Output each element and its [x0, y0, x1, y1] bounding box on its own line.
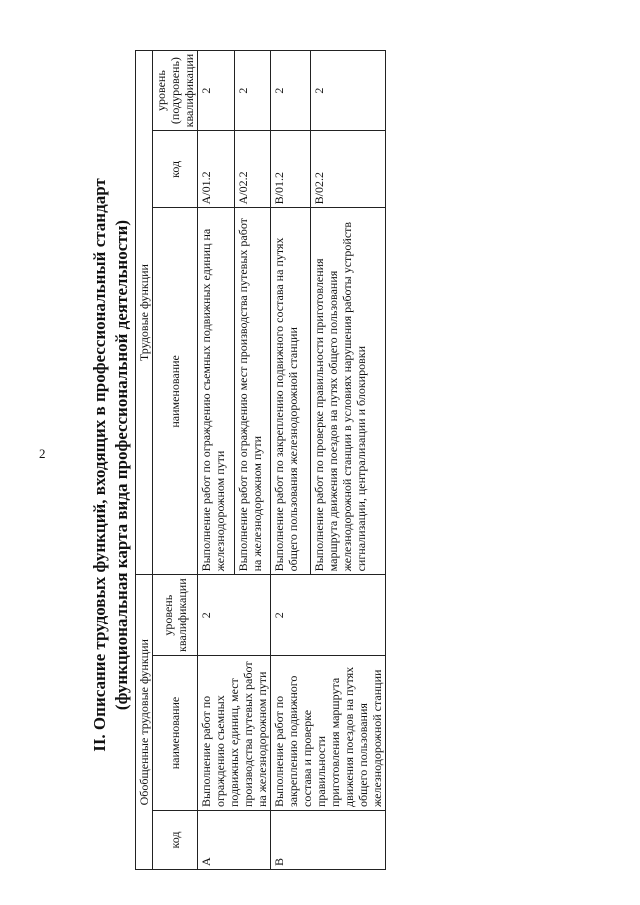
generalized-functions-header: Обобщенные трудовые функции	[136, 575, 153, 870]
function-name: Выполнение работ по ограждению съемных подвижных единиц на железнодорожном пути	[198, 208, 235, 575]
group-name: Выполнение работ по закреплению подвижного состава и проверке правильности приготовления маршрута движения поездов на путях общего пользования железнодорожной станции	[271, 656, 386, 811]
group-code: A	[198, 811, 271, 870]
tf-level-header: уровень (подуровень) квалификации	[153, 50, 198, 131]
level-header: уровень квалификации	[153, 575, 198, 656]
group-level: 2	[271, 575, 386, 656]
tf-code-header: код	[153, 131, 198, 208]
function-code: A/02.2	[234, 131, 271, 208]
group-code: B	[271, 811, 386, 870]
function-level: 2	[198, 50, 235, 131]
functional-map-table	[135, 50, 386, 870]
function-name: Выполнение работ по ограждению мест производства путевых работ на железнодорожном пути	[234, 208, 271, 575]
table-row	[198, 50, 235, 869]
table-row	[271, 50, 311, 869]
page-number: 2	[39, 446, 46, 461]
rotated-page-content	[90, 45, 610, 885]
function-code: B/02.2	[310, 131, 385, 208]
function-level: 2	[310, 50, 385, 131]
group-level: 2	[198, 575, 271, 656]
header-row-1	[136, 50, 153, 869]
function-code: B/01.2	[271, 131, 311, 208]
function-name: Выполнение работ по закреплению подвижного состава на путях общего пользования железнодорожной станции	[271, 208, 311, 575]
function-level: 2	[234, 50, 271, 131]
function-level: 2	[271, 50, 311, 131]
tf-name-header: наименование	[153, 208, 198, 575]
function-name: Выполнение работ по проверке правильности приготовления маршрута движения поездов на путях общего пользования железнодорожной станции в условиях нарушения работы устройств сигнализации, централизации и блокировки	[310, 208, 385, 575]
header-row-2	[153, 50, 198, 869]
code-header: код	[153, 811, 198, 870]
labor-functions-header: Трудовые функции	[136, 50, 153, 575]
function-code: A/01.2	[198, 131, 235, 208]
section-title: II. Описание трудовых функций, входящих в профессиональный стандарт	[90, 178, 109, 752]
section-subtitle: (функциональная карта вида профессиональной деятельности)	[112, 219, 131, 711]
name-header: наименование	[153, 656, 198, 811]
group-name: Выполнение работ по ограждению съемных подвижных единиц, мест производства путевых работ на железнодорожном пути	[198, 656, 271, 811]
